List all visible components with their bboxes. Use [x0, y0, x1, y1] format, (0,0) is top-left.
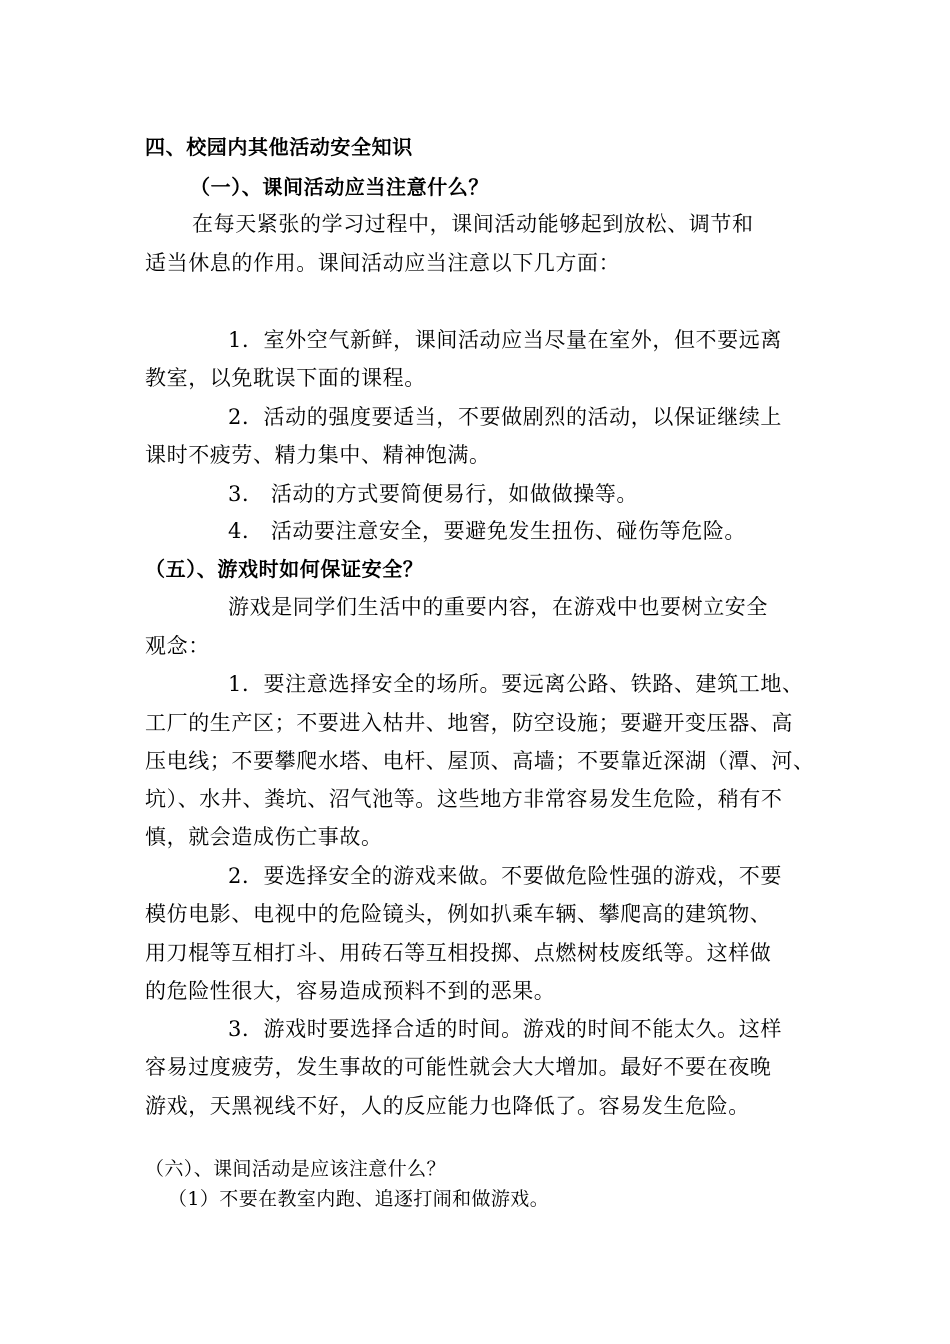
list-item-line: 用刀棍等互相打斗、用砖石等互相投掷、点燃树枝废纸等。这样做: [145, 941, 772, 965]
list-item-line: 3．游戏时要选择合适的时间。游戏的时间不能太久。这样: [228, 1017, 782, 1041]
list-item-line: 容易过度疲劳，发生事故的可能性就会大大增加。最好不要在夜晚: [145, 1055, 772, 1079]
list-item-line: 4． 活动要注意安全，要避免发生扭伤、碰伤等危险。: [228, 519, 747, 543]
list-item-line: 课时不疲劳、精力集中、精神饱满。: [145, 443, 491, 467]
list-item-line: 慎，就会造成伤亡事故。: [145, 825, 383, 849]
list-item-line: 2．要选择安全的游戏来做。不要做危险性强的游戏，不要: [228, 864, 782, 888]
paragraph-line: 适当休息的作用。课间活动应当注意以下几方面：: [145, 251, 621, 275]
list-item-line: 模仿电影、电视中的危险镜头，例如扒乘车辆、攀爬高的建筑物、: [145, 902, 772, 926]
paragraph-line: 在每天紧张的学习过程中，课间活动能够起到放松、调节和: [192, 212, 754, 236]
subsection-1-heading: （一）、课间活动应当注意什么？: [190, 175, 489, 199]
paragraph-line: 游戏是同学们生活中的重要内容，在游戏中也要树立安全: [228, 595, 768, 619]
list-item-line: 教室，以免耽误下面的课程。: [145, 366, 426, 390]
subsection-5-heading: （五）、游戏时如何保证安全？: [145, 557, 424, 581]
list-item-line: 3． 活动的方式要简便易行，如做做操等。: [228, 482, 639, 506]
list-item-line: 工厂的生产区；不要进入枯井、地窖，防空设施；要避开变压器、高: [145, 711, 793, 735]
list-item-line: （1）不要在教室内跑、追逐打闹和做游戏。: [168, 1188, 550, 1210]
list-item-line: 游戏，天黑视线不好，人的反应能力也降低了。容易发生危险。: [145, 1094, 750, 1118]
list-item-line: 的危险性很大，容易造成预料不到的恶果。: [145, 979, 556, 1003]
list-item-line: 1．室外空气新鲜，课间活动应当尽量在室外，但不要远离: [228, 328, 782, 352]
list-item-line: 1．要注意选择安全的场所。要远离公路、铁路、建筑工地、: [228, 672, 804, 696]
section-heading: 四、校园内其他活动安全知识: [145, 135, 413, 159]
subsection-6-heading: （六）、课间活动是应该注意什么？: [145, 1158, 446, 1180]
list-item-line: 2．活动的强度要适当，不要做剧烈的活动，以保证继续上: [228, 405, 782, 429]
paragraph-line: 观念：: [145, 634, 210, 658]
list-item-line: 压电线；不要攀爬水塔、电杆、屋顶、高墙；不要靠近深湖（潭、河、: [145, 749, 815, 773]
list-item-line: 坑）、水井、粪坑、沼气池等。这些地方非常容易发生危险，稍有不: [145, 787, 783, 811]
